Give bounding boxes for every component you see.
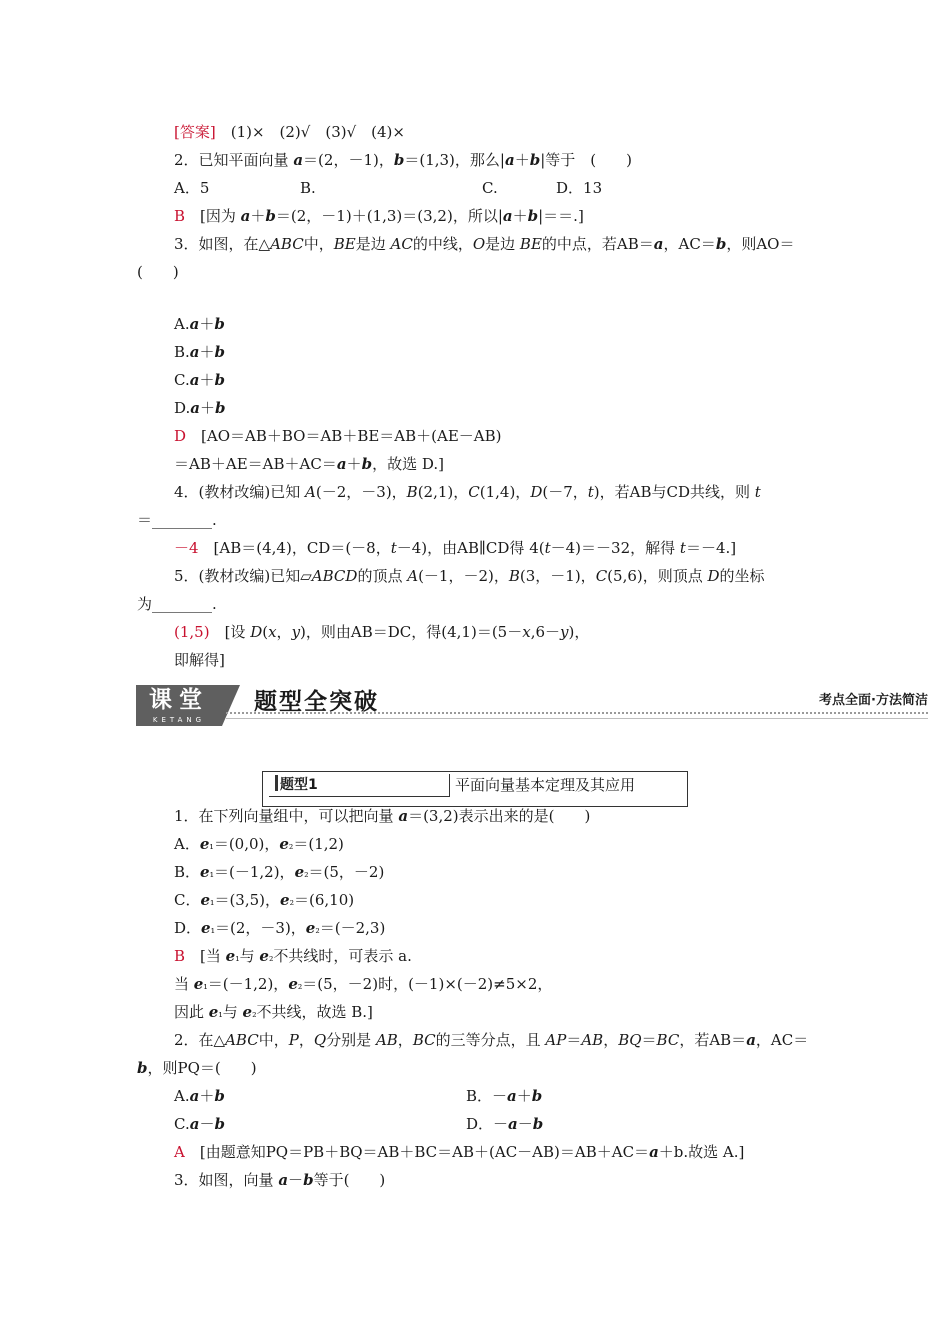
math-variable: B — [406, 483, 418, 501]
text-run: )，若AB与CD共线，则 — [593, 483, 755, 501]
vector-symbol: a — [278, 1171, 289, 1189]
vector-symbol: b — [532, 1115, 544, 1133]
text-line — [174, 206, 584, 226]
text-run: ，若AB＝ — [679, 1031, 747, 1049]
text-run: ＝(－1,2)， — [207, 975, 289, 993]
text-run: 3．如图，在△ — [174, 235, 271, 253]
vector-symbol: b — [361, 455, 373, 473]
text-run: D． — [174, 919, 202, 937]
text-run: 为________. — [137, 595, 217, 613]
text-run: |＝＝.] — [538, 207, 584, 225]
text-run: 与 — [239, 947, 260, 965]
subscript: ₁ — [209, 867, 214, 880]
subscript: ₁ — [203, 979, 208, 992]
text-run: [AO＝AB＋BO＝AB＋BE＝AB＋(AE－AB) — [186, 427, 502, 445]
text-run: B. — [300, 179, 316, 197]
text-line — [174, 1142, 744, 1162]
text-line — [137, 1058, 257, 1078]
text-run: (2,1)， — [417, 483, 469, 501]
text-run: ， — [276, 623, 292, 641]
text-run: ＝(5，－2)时，(－1)×(－2)≠5×2， — [302, 975, 553, 993]
text-run: 分别是 — [326, 1031, 376, 1049]
math-variable: x — [522, 623, 531, 641]
text-run: [由题意知PQ＝PB＋BQ＝AB＋BC＝AB＋(AC－AB)＝AB＋AC＝ — [184, 1143, 650, 1161]
answer-label: [答案] — [174, 123, 216, 141]
vector-symbol: e — [259, 947, 269, 965]
text-run: ＝(3,5)， — [214, 891, 281, 909]
text-line — [174, 946, 412, 968]
vector-symbol: a — [508, 1115, 518, 1133]
vector-symbol: a — [189, 1115, 200, 1133]
text-line — [174, 918, 385, 940]
math-variable: A — [407, 567, 419, 585]
text-line — [174, 342, 225, 362]
text-run: C. — [482, 179, 498, 197]
text-run: 的坐标 — [719, 567, 765, 585]
text-run: ，则PQ＝( ) — [147, 1059, 257, 1077]
topic-tag-label: 题型1 — [280, 777, 318, 793]
vector-symbol: e — [280, 891, 290, 909]
answer-label: －4 — [174, 539, 199, 557]
text-line — [174, 178, 209, 198]
math-variable: ABC — [225, 1031, 259, 1049]
text-line — [174, 122, 405, 142]
vector-symbol: b — [214, 315, 225, 333]
vector-symbol: e — [294, 863, 305, 881]
text-line — [174, 566, 765, 586]
text-run: D. — [174, 399, 191, 417]
text-run: ＝(6,10) — [293, 891, 355, 909]
text-run: ＋ — [512, 207, 528, 225]
text-run: ( ) — [137, 263, 179, 281]
text-run: ， — [603, 1031, 619, 1049]
text-line — [174, 482, 761, 502]
vector-symbol: e — [242, 1003, 253, 1021]
answer-label: D — [174, 427, 187, 445]
text-line — [466, 1114, 543, 1134]
text-run: ＝(5，－2) — [308, 863, 385, 881]
vector-symbol: e — [200, 863, 210, 881]
subscript: ₂ — [315, 923, 320, 936]
text-run: 5．(教材改编)已知▱ — [174, 567, 312, 585]
vector-symbol: a — [240, 207, 251, 225]
text-line — [556, 178, 602, 198]
math-variable: B — [508, 567, 520, 585]
text-run: (5,6)，则顶点 — [607, 567, 708, 585]
subscript: ₂ — [288, 839, 294, 852]
vector-symbol: e — [199, 835, 210, 853]
text-run: 当 — [174, 975, 194, 993]
math-variable: t — [754, 483, 761, 501]
vector-symbol: a — [504, 151, 515, 169]
vector-symbol: b — [715, 235, 727, 253]
text-line — [174, 370, 225, 390]
math-variable: A — [305, 483, 316, 501]
text-run: (1,4)， — [479, 483, 531, 501]
text-line — [174, 1086, 225, 1106]
math-variable: D — [707, 567, 720, 585]
math-variable: BC — [656, 1031, 680, 1049]
text-run: ， — [298, 1031, 314, 1049]
subscript: ₂ — [297, 979, 303, 992]
math-variable: t — [390, 539, 397, 557]
text-run: 因此 — [174, 1003, 209, 1021]
text-run: C. — [174, 1115, 190, 1133]
text-run: )， — [568, 623, 590, 641]
math-variable: BQ — [618, 1031, 642, 1049]
text-run: ＝(1,2) — [293, 835, 344, 853]
subscript: ₂ — [268, 951, 274, 964]
text-run: 与 — [222, 1003, 243, 1021]
vector-symbol: e — [208, 1003, 219, 1021]
text-run: ＋b.故选 A.] — [658, 1143, 745, 1161]
text-run: ＋ — [199, 343, 215, 361]
math-variable: BE — [333, 235, 356, 253]
vector-symbol: b — [137, 1059, 148, 1077]
text-line — [174, 398, 226, 418]
math-variable: D — [250, 623, 263, 641]
text-run: B．－ — [466, 1087, 508, 1105]
text-line — [137, 510, 217, 530]
text-run: ＝(－2,3) — [319, 919, 386, 937]
text-run: |等于 ( ) — [540, 151, 632, 169]
text-run: (－2，－3)， — [315, 483, 407, 501]
text-run: A. — [174, 315, 190, 333]
section-subtitle: 考点全面·方法简洁 — [819, 693, 928, 708]
vector-symbol: b — [214, 1087, 225, 1105]
text-line — [174, 426, 502, 446]
vector-symbol: b — [303, 1171, 314, 1189]
math-variable: ABC — [270, 235, 304, 253]
text-run: ，则AO＝ — [726, 235, 795, 253]
text-run: ＝(2，－1)＋(1,3)＝(3,2)，所以| — [275, 207, 503, 225]
math-variable: x — [268, 623, 277, 641]
text-run: 不共线，故选 B.] — [256, 1003, 373, 1021]
text-run: 即解得] — [174, 651, 225, 669]
topic-title: 平面向量基本定理及其应用 — [455, 776, 636, 794]
subscript: ₂ — [304, 867, 309, 880]
text-run: 中， — [303, 235, 334, 253]
text-run: ＝(2，－1)， — [303, 151, 394, 169]
text-line — [174, 806, 590, 826]
topic-tag-bar — [275, 775, 278, 791]
text-run: (1)× (2)√ (3)√ (4)× — [215, 123, 405, 141]
math-variable: AB — [581, 1031, 604, 1049]
text-run: C. — [174, 371, 190, 389]
text-run: 3．如图，向量 — [174, 1171, 279, 1189]
text-run: ＋ — [200, 399, 216, 417]
vector-symbol: e — [201, 919, 211, 937]
vector-symbol: a — [398, 807, 409, 825]
vector-symbol: a — [189, 371, 200, 389]
vector-symbol: a — [653, 235, 664, 253]
vector-symbol: b — [214, 371, 225, 389]
text-line — [466, 1086, 542, 1106]
subscript: ₁ — [218, 1007, 223, 1020]
text-run: A． — [174, 835, 200, 853]
math-variable: D — [530, 483, 543, 501]
text-run: A. — [174, 1087, 190, 1105]
vector-symbol: b — [531, 1087, 543, 1105]
text-run: )，则由AB＝DC，得(4,1)＝(5－ — [300, 623, 523, 641]
vector-symbol: a — [293, 151, 304, 169]
math-variable: AP — [545, 1031, 567, 1049]
vector-symbol: e — [225, 947, 236, 965]
vector-symbol: a — [190, 399, 200, 417]
text-run: － — [517, 1115, 533, 1133]
section-divider — [226, 712, 928, 719]
vector-symbol: b — [265, 207, 276, 225]
text-run: ＝(2，－3)， — [215, 919, 306, 937]
text-run: ＝(－1,2)， — [214, 863, 295, 881]
text-run: ＝(0,0)， — [213, 835, 280, 853]
vector-symbol: e — [279, 835, 289, 853]
text-line — [300, 178, 316, 198]
text-run: B. — [174, 343, 190, 361]
math-variable: Q — [313, 1031, 327, 1049]
text-run: 是边 — [485, 235, 520, 253]
text-run: ＝________. — [137, 511, 217, 529]
vector-symbol: e — [288, 975, 298, 993]
text-line — [482, 178, 498, 198]
text-run: ＝－4.] — [685, 539, 737, 557]
text-line — [174, 454, 444, 474]
answer-label: B — [174, 207, 186, 225]
topic-box — [262, 771, 688, 807]
text-run: 的三等分点，且 — [435, 1031, 546, 1049]
text-run: 不共线时，可表示 a. — [273, 947, 412, 965]
text-line — [174, 834, 344, 856]
text-line — [174, 314, 225, 334]
text-run: ＝ — [641, 1031, 657, 1049]
text-run: [因为 — [185, 207, 241, 225]
answer-label: B — [174, 947, 186, 965]
vector-symbol: a — [746, 1031, 756, 1049]
text-run: (－7， — [542, 483, 588, 501]
text-run: ＋ — [199, 315, 215, 333]
section-badge-pinyin: KETANG — [136, 715, 222, 726]
text-run: [AB＝(4,4)，CD＝(－8， — [198, 539, 391, 557]
text-run: ,6－ — [530, 623, 560, 641]
text-line — [174, 538, 736, 558]
section-title: 题型全突破 — [254, 689, 379, 715]
text-line — [174, 1114, 225, 1134]
text-run: ＋ — [250, 207, 266, 225]
badge-tail — [222, 685, 240, 726]
text-run: 等于( ) — [313, 1171, 386, 1189]
answer-label: A — [174, 1143, 185, 1161]
text-run: ＋ — [199, 1087, 215, 1105]
vector-symbol: a — [502, 207, 513, 225]
text-line — [174, 234, 794, 254]
math-variable: t — [544, 539, 551, 557]
math-variable: t — [679, 539, 686, 557]
math-variable: t — [587, 483, 594, 501]
text-run: ，AC＝ — [663, 235, 716, 253]
math-variable: C — [595, 567, 608, 585]
text-run: 的中线， — [412, 235, 473, 253]
text-run: (－1，－2)， — [418, 567, 509, 585]
vector-symbol: b — [529, 151, 541, 169]
math-variable: ABCD — [311, 567, 358, 585]
vector-symbol: b — [215, 399, 226, 417]
text-line — [174, 1002, 373, 1024]
math-variable: C — [468, 483, 480, 501]
subscript: ₁ — [210, 895, 215, 908]
text-run: A．5 — [174, 179, 210, 197]
math-variable: BE — [519, 235, 542, 253]
text-line — [174, 1030, 808, 1050]
text-run: ＋ — [516, 1087, 532, 1105]
vector-symbol: a — [507, 1087, 517, 1105]
text-run: 2．在△ — [174, 1031, 226, 1049]
text-run: 是边 — [355, 235, 391, 253]
text-run: 的中点，若AB＝ — [541, 235, 654, 253]
math-variable: y — [560, 623, 569, 641]
subscript: ₁ — [210, 923, 215, 936]
topic-tag — [269, 774, 450, 797]
vector-symbol: b — [527, 207, 539, 225]
text-line — [174, 1170, 385, 1190]
text-run: 的顶点 — [357, 567, 408, 585]
text-run: －4)，由AB∥CD得 4( — [396, 539, 545, 557]
text-run: ，AC＝ — [755, 1031, 809, 1049]
text-run: ＝AB＋AE＝AB＋AC＝ — [174, 455, 337, 473]
vector-symbol: b — [393, 151, 405, 169]
text-run: ， — [397, 1031, 413, 1049]
text-run: 中， — [258, 1031, 289, 1049]
math-variable: BC — [412, 1031, 436, 1049]
vector-symbol: b — [214, 1115, 225, 1133]
text-run: [当 — [185, 947, 226, 965]
answer-label: (1,5) — [174, 623, 210, 641]
math-variable: O — [472, 235, 486, 253]
text-line — [174, 974, 552, 996]
text-run: ＝(1,3)，那么| — [404, 151, 505, 169]
subscript: ₂ — [252, 1007, 257, 1020]
vector-symbol: a — [189, 1087, 200, 1105]
math-variable: y — [291, 623, 301, 641]
vector-symbol: a — [189, 343, 200, 361]
text-run: (3，－1)， — [519, 567, 596, 585]
text-run: D．－ — [466, 1115, 509, 1133]
section-header — [136, 683, 928, 727]
text-line — [174, 622, 589, 642]
text-run: 1．在下列向量组中，可以把向量 — [174, 807, 399, 825]
text-run: [设 — [209, 623, 251, 641]
text-run: C． — [174, 891, 201, 909]
text-run: －4)＝－32，解得 — [550, 539, 680, 557]
subscript: ₁ — [209, 839, 214, 852]
text-run: ＝(3,2)表示出来的是( ) — [408, 807, 591, 825]
text-run: D．13 — [556, 179, 603, 197]
text-run: － — [288, 1171, 304, 1189]
vector-symbol: e — [305, 919, 316, 937]
text-run: ＝ — [566, 1031, 582, 1049]
vector-symbol: b — [214, 343, 226, 361]
vector-symbol: a — [649, 1143, 659, 1161]
text-line — [174, 862, 384, 884]
vector-symbol: e — [193, 975, 204, 993]
vector-symbol: e — [200, 891, 211, 909]
text-run: ＋ — [346, 455, 362, 473]
vector-symbol: a — [189, 315, 200, 333]
text-run: 2．已知平面向量 — [174, 151, 294, 169]
subscript: ₁ — [235, 951, 240, 964]
text-run: ，故选 D.] — [372, 455, 444, 473]
section-badge: 课堂 — [136, 685, 222, 715]
math-variable: AB — [375, 1031, 398, 1049]
text-run: 4．(教材改编)已知 — [174, 483, 306, 501]
text-line — [137, 594, 217, 614]
text-run: ＋ — [199, 371, 215, 389]
text-line — [174, 650, 225, 670]
text-run: B． — [174, 863, 201, 881]
text-run: ( — [262, 623, 269, 641]
text-line — [137, 262, 179, 282]
math-variable: AC — [390, 235, 413, 253]
text-line — [174, 150, 632, 170]
math-variable: P — [288, 1031, 299, 1049]
subscript: ₂ — [289, 895, 294, 908]
vector-symbol: a — [336, 455, 347, 473]
text-line — [174, 890, 354, 912]
text-run: ＋ — [514, 151, 530, 169]
text-run: － — [199, 1115, 215, 1133]
